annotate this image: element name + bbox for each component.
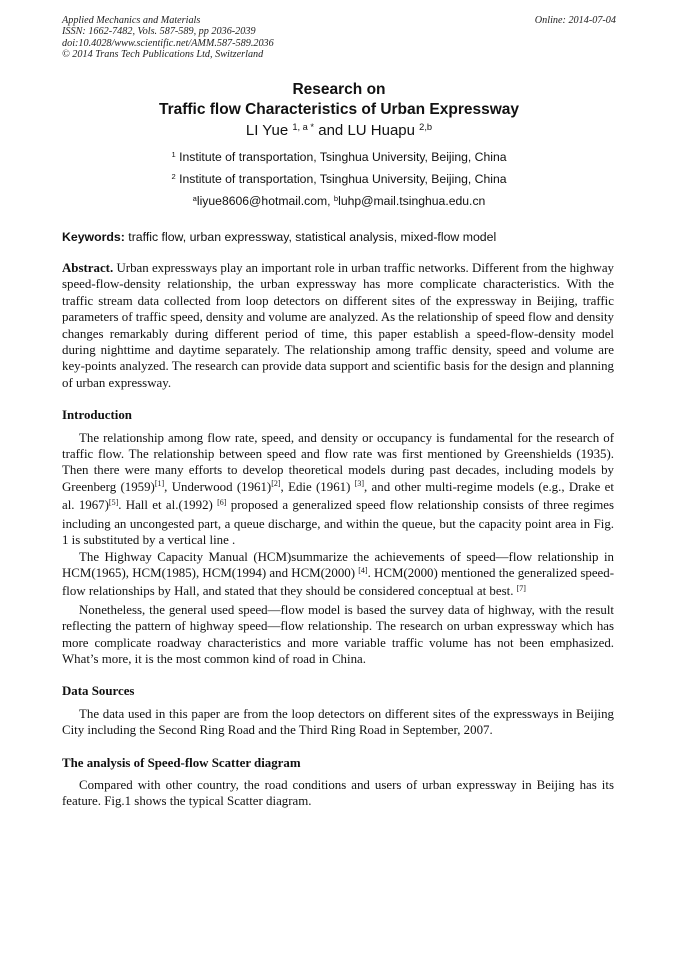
- intro-p2-text-b: . HCM(2000) mentioned the generalized speed-flow relationships by Hall, and stated that they should be considered conceptual at best.: [62, 565, 614, 599]
- ref-6[interactable]: [6]: [217, 497, 227, 507]
- abstract-label: Abstract.: [62, 261, 114, 275]
- author-2: LU Huapu: [347, 122, 415, 139]
- introduction-paragraph-1: [62, 430, 614, 549]
- issn-line: ISSN: 1662-7482, Vols. 587-589, pp 2036-2039: [62, 26, 256, 38]
- keywords: [62, 230, 616, 244]
- doi-line[interactable]: doi:10.4028/www.scientific.net/AMM.587-589.2036: [62, 37, 274, 49]
- affiliation-1-marker: 1: [171, 149, 176, 159]
- paper-title: [62, 80, 616, 119]
- online-date: Online: 2014-07-04: [534, 15, 616, 26]
- email-a[interactable]: liyue8606@hotmail.com,: [196, 194, 331, 208]
- author-line: [62, 122, 616, 139]
- paper-body: [62, 260, 614, 810]
- ref-2[interactable]: [2]: [271, 479, 281, 489]
- introduction-paragraph-2: [62, 549, 614, 602]
- scatter-analysis-heading: The analysis of Speed-flow Scatter diagram: [62, 755, 301, 770]
- keywords-label: Keywords:: [62, 230, 125, 244]
- affiliation-1: [62, 150, 616, 164]
- ref-3[interactable]: [3]: [354, 479, 365, 489]
- intro-p2-text-a: The Highway Capacity Manual (HCM)summarize the achievements of speed—flow relationship in HCM(1965), HCM(1985), HCM(1994) and HCM(2000): [62, 549, 614, 580]
- email-b-marker: b: [333, 193, 339, 203]
- intro-p1-text-d: , and other multi-regime models (e.g., Drake et al. 1967): [62, 479, 614, 513]
- affiliation-1-text: Institute of transportation, Tsinghua University, Beijing, China: [179, 150, 507, 164]
- introduction-paragraph-3: Nonetheless, the general used speed—flow model is based the survey data of highway, with the result reflecting the pattern of highway speed—flow relationship. The research on urban expressway which has more complicate roadway characteristics and more variable traffic volume has not been emphasized. What’s more, it is the most common kind of road in China.: [62, 602, 614, 666]
- title-line-1: Research on: [292, 81, 386, 98]
- author-1: LI Yue: [245, 122, 289, 139]
- intro-p1-text-c: , Edie (1961): [280, 479, 355, 494]
- scatter-analysis-paragraph: Compared with other country, the road conditions and users of urban expressway in Beijing has its feature. Fig.1 shows the typical Scatter diagram.: [62, 777, 614, 809]
- journal-name: Applied Mechanics and Materials: [62, 15, 201, 26]
- keywords-text: traffic flow, urban expressway, statistical analysis, mixed-flow model: [128, 230, 497, 244]
- data-sources-paragraph: The data used in this paper are from the loop detectors on different sites of the expressways in Beijing City including the Second Ring Road and the Third Ring Road in September, 2007.: [62, 706, 614, 738]
- copyright-line: © 2014 Trans Tech Publications Ltd, Switzerland: [62, 48, 264, 60]
- affiliation-2: [62, 172, 616, 186]
- author-2-marker: 2,b: [419, 121, 433, 132]
- email-b[interactable]: luhp@mail.tsinghua.edu.cn: [338, 194, 486, 208]
- affiliation-2-marker: 2: [171, 171, 176, 181]
- affiliation-2-text: Institute of transportation, Tsinghua University, Beijing, China: [179, 172, 507, 186]
- ref-4[interactable]: [4]: [358, 565, 368, 575]
- intro-p1-text-a: The relationship among flow rate, speed, and density or occupancy is fundamental for the research of traffic flow. The relationship between speed and flow rate was first mentioned by Greenshields (1935). Then there were many efforts to develop theoretical models during past decades, including models by Greenberg (1959): [62, 430, 614, 494]
- email-a-marker: a: [192, 193, 197, 203]
- abstract: [62, 260, 614, 391]
- email-line: [62, 194, 616, 208]
- ref-7[interactable]: [7]: [516, 583, 526, 593]
- introduction-heading: Introduction: [62, 408, 132, 423]
- ref-5[interactable]: [5]: [108, 497, 119, 507]
- intro-p1-text-e: . Hall et al.(1992): [118, 498, 218, 513]
- title-line-2: Traffic flow Characteristics of Urban Expressway: [158, 100, 520, 118]
- abstract-text: Urban expressways play an important role in urban traffic networks. Different from the highway speed-flow-density relationship, the urban expressway has more complicate characteristics. With the traffic stream data collected from loop detectors on different sites of the expressway in Beijing, traffic parameters of traffic speed, density and volume are analyzed. As the relationship of speed flow and density changes remarkably during different period of time, this paper establish a speed-flow-density model during nighttime and daytime separately. The relationship among traffic density, speed and volume are key-points analyzed. The research can provide data support and scientific basis for the design and planning of urban expressway.: [62, 261, 614, 390]
- data-sources-heading: Data Sources: [62, 684, 135, 699]
- author-conjunction: and: [318, 122, 344, 139]
- author-1-marker: 1, a *: [292, 121, 315, 132]
- ref-1[interactable]: [1]: [154, 479, 165, 489]
- intro-p1-text-b: , Underwood (1961): [164, 479, 272, 494]
- intro-p1-text-f: proposed a generalized speed flow relationship consists of three regimes including an uncongested part, a queue discharge, and within the queue, but the capacity point area in Fig. 1 is substituted by a vertical line .: [62, 498, 614, 548]
- journal-header: [62, 15, 616, 60]
